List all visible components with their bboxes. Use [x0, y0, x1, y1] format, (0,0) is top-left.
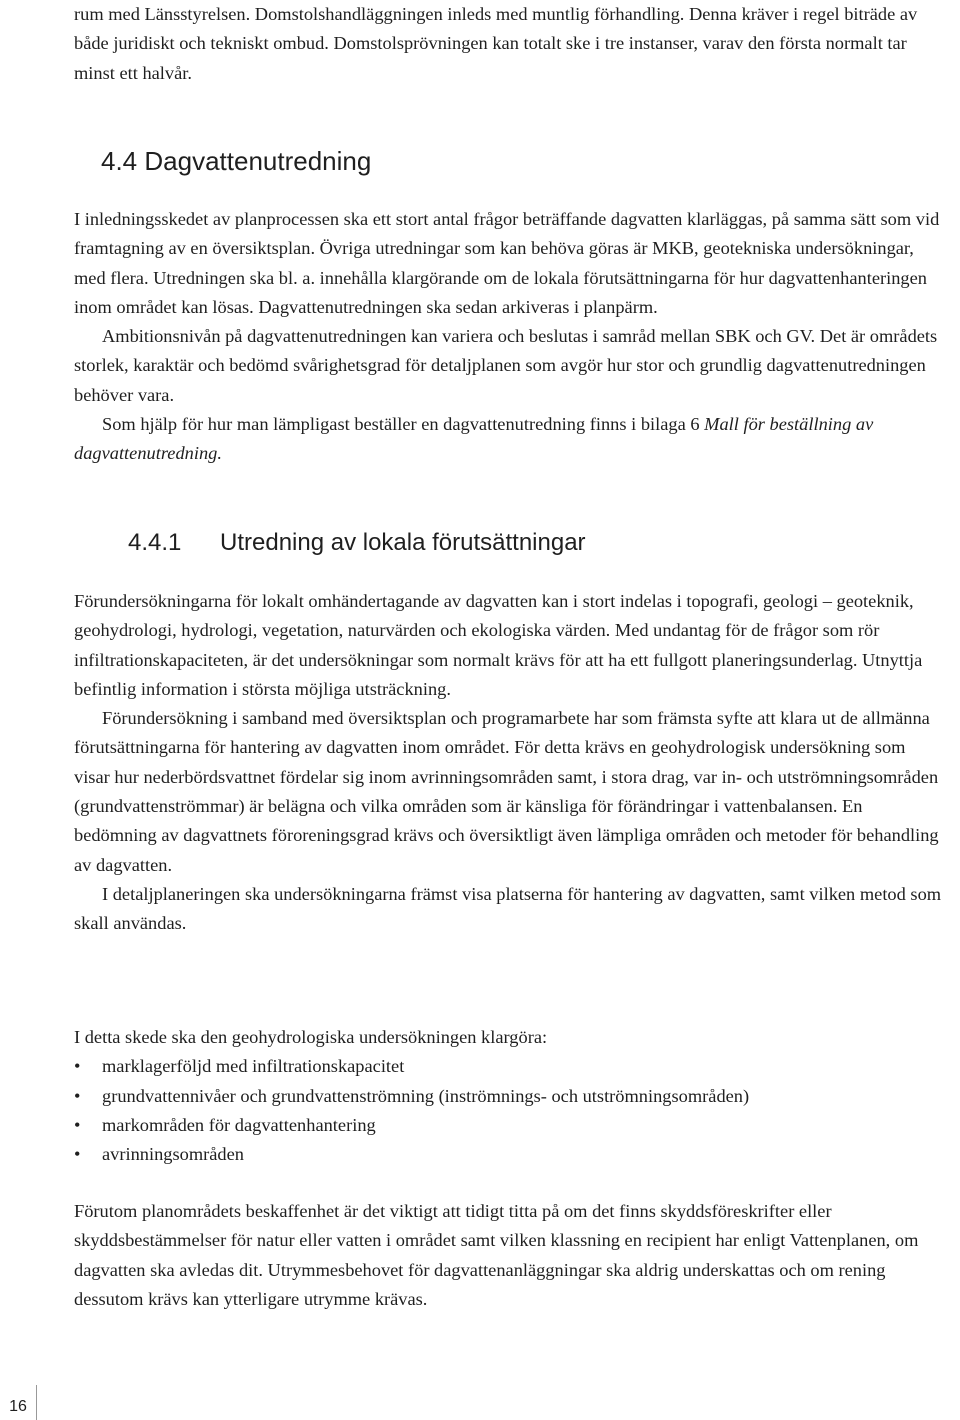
- section-title: Dagvattenutredning: [144, 146, 372, 176]
- subsection-body: [74, 587, 944, 939]
- section-number: 4.4: [101, 146, 138, 176]
- reference-prefix: Som hjälp för hur man lämpligast beställer en dagvattenutredning finns i bilaga 6: [102, 414, 705, 435]
- closing-paragraph: Förutom planområdets beskaffenhet är det viktigt att tidigt titta på om det finns skyddsföreskrifter eller skyddsbestämmelser för natur eller vatten i området samt vilken klassning en recipient har enligt Vattenplanen, om dagvatten ska avledas dit. Utrymmesbehovet för dagvattenanläggningar ska aldrig underskattas och om rening dessutom krävs kan ytterligare utrymme krävas.: [74, 1201, 919, 1309]
- page-number-divider: [36, 1385, 37, 1420]
- list-item: • marklagerföljd med infiltrationskapacitet: [74, 1052, 944, 1081]
- section-body: [74, 205, 944, 469]
- list-item: • markområden för dagvattenhantering: [74, 1111, 944, 1140]
- subsection-paragraph: Förundersökningarna för lokalt omhändertagande av dagvatten kan i stort indelas i topografi, geologi – geoteknik, geohydrologi, hydrologi, vegetation, naturvärden och ekologiska värden. Med undantag för de frågor som rör infiltrationskapaciteten, är det undersökningar som normalt krävs för att ha ett fullgott planeringsunderlag. Utnyttja befintlig information i största möjliga utsträckning.: [74, 591, 923, 699]
- subsection-number: 4.4.1: [128, 529, 182, 556]
- page-number: 16: [9, 1398, 27, 1415]
- section-paragraph: Ambitionsnivån på dagvattenutredningen kan variera och beslutas i samråd mellan SBK och GV. Det är områdets storlek, karaktär och bedömd svårighetsgrad för detaljplanen som avgör hur stor och grundlig dagvattenutredningen behöver vara.: [74, 326, 938, 405]
- subsection-paragraph: I detaljplaneringen ska undersökningarna främst visa platserna för hantering av dagvatten, samt vilken metod som skall användas.: [74, 883, 942, 934]
- subsection-heading: [128, 528, 586, 558]
- reference-title: Mall för beställning av dagvattenutredning.: [74, 414, 874, 464]
- bullet-list: [74, 1052, 944, 1169]
- section-reference-paragraph: [74, 410, 944, 469]
- subsection-paragraph: Förundersökning i samband med översiktsplan och programarbete har som främsta syfte att klara ut de allmänna förutsättningarna för hantering av dagvatten inom området. För detta krävs en geohydrologisk undersökning som visar hur nederbördsvattnet fördelar sig inom avrinningsområden samt, i stora drag, var in- och utströmningsområden (grundvattenströmmar) är belägna och vilka områden som är känsliga för förändringar i vattenbalansen. En bedömning av dagvattnets föroreningsgrad krävs och översiktligt även lämpliga områden och metoder för behandling av dagvatten.: [74, 708, 939, 875]
- list-item: • grundvattennivåer och grundvattenströmning (inströmnings- och utströmningsområden): [74, 1082, 944, 1111]
- list-intro: I detta skede ska den geohydrologiska undersökningen klargöra:: [74, 1027, 548, 1047]
- section-paragraph: I inledningsskedet av planprocessen ska ett stort antal frågor beträffande dagvatten klarläggas, på samma sätt som vid framtagning av en översiktsplan. Övriga utredningar som kan behöva göras är MKB, geotekniska undersökningar, med flera. Utredningen ska bl. a. innehålla klargörande om de lokala förutsättningarna för hur dagvattenhanteringen inom området kan lösas. Dagvattenutredningen ska sedan arkiveras i planpärm.: [74, 209, 940, 317]
- intro-paragraph: rum med Länsstyrelsen. Domstolshandläggningen inleds med muntlig förhandling. Denna kräver i regel biträde av både juridiskt och tekniskt ombud. Domstolsprövningen kan totalt ske i tre instanser, varav den första normalt tar minst ett halvår.: [74, 4, 918, 83]
- section-heading: [101, 146, 371, 176]
- subsection-title: Utredning av lokala förutsättningar: [220, 529, 586, 556]
- list-section: [74, 1023, 944, 1169]
- list-item: • avrinningsområden: [74, 1140, 944, 1169]
